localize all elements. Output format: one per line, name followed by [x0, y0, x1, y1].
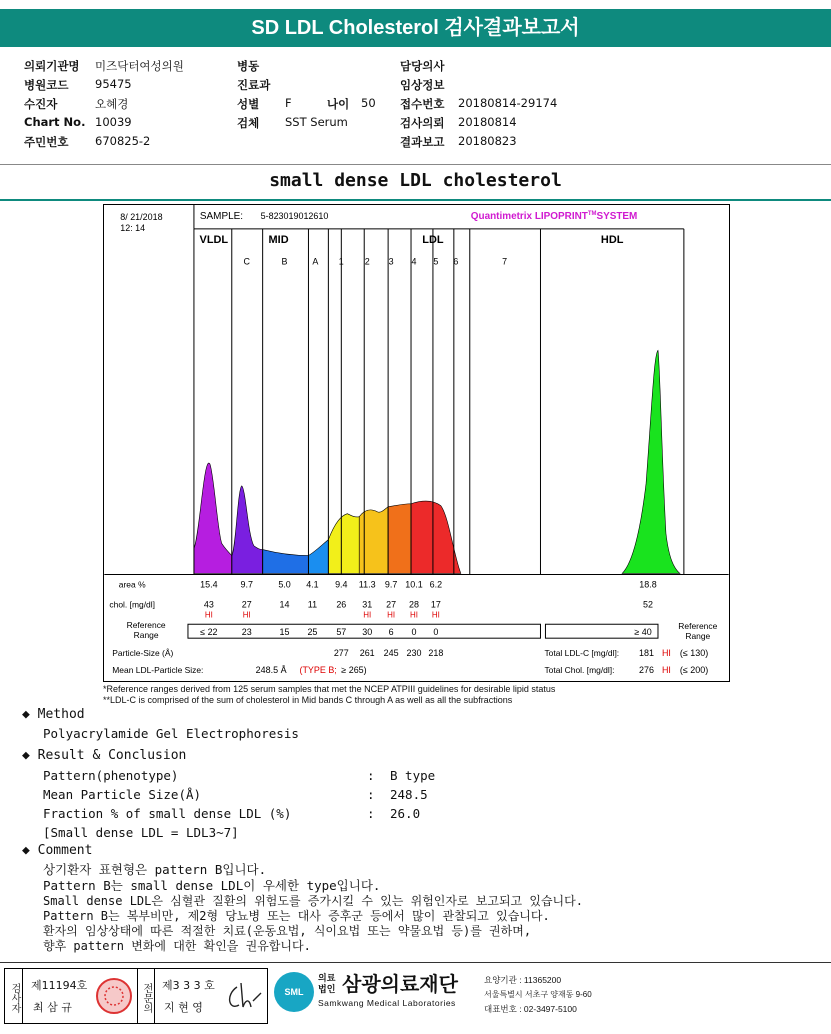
tchol-label: Total Chol. [mg/dl]: [544, 665, 615, 676]
value-sex: F [285, 96, 292, 110]
area-label: area % [118, 579, 146, 590]
diamond-icon: ◆ [22, 748, 30, 763]
band-label: 1 [338, 256, 344, 267]
ldl-c-label: Total LDL-C [mg/dl]: [544, 648, 620, 659]
ref-value: 0 [411, 627, 417, 638]
chol-value: 31 [362, 599, 373, 610]
sml-logo-icon [274, 972, 314, 1012]
ldl-c-value: 181 [639, 648, 655, 659]
comment-line: Small dense LDL은 심혈관 질환의 위험도를 증가시킬 수 있는 위험인자로 보고되고 있습니다. [43, 894, 583, 908]
contact-2: 서울특별시 서초구 양재동 9-60 [484, 990, 592, 999]
band-label: C [243, 256, 250, 267]
ref-value: ≤ 22 [200, 627, 218, 638]
value-hospital-code: 95475 [95, 77, 132, 91]
mean-type: (TYPE B; [299, 665, 337, 676]
sample-label: SAMPLE: [199, 210, 244, 222]
value-request-date: 20180814 [458, 115, 517, 129]
result-title: Result & Conclusion [37, 748, 187, 763]
name-examiner: 최 삼 규 [33, 1001, 72, 1014]
area-value: 11.3 [358, 579, 376, 590]
area-value: 15.4 [200, 579, 218, 590]
signature-icon [223, 977, 265, 1017]
chol-value: 43 [203, 599, 214, 610]
particle-value: 261 [359, 648, 375, 659]
band-areas [194, 350, 680, 573]
footnote-1: *Reference ranges derived from 125 serum samples that met the NCEP ATPIII guidelines for desirable lipid status [103, 684, 556, 694]
comment-heading [22, 843, 92, 858]
group-label: MID [268, 233, 289, 246]
chart-time: 12: 14 [120, 222, 146, 233]
chol-flag: HI [204, 610, 213, 620]
band-area [328, 514, 359, 574]
contact-1: 요양기관 : 11365200 [484, 975, 562, 985]
band-area [194, 463, 232, 573]
org-prefix [318, 974, 335, 996]
label-chart-no: Chart No. [24, 115, 86, 129]
label-patient: 수진자 [24, 97, 58, 111]
report-title: SD LDL Cholesterol 검사결과보고서 [0, 9, 831, 47]
comment-line: 향후 pattern 변화에 대한 확인을 권유합니다. [43, 939, 311, 953]
hdl-chol-value: 52 [643, 599, 654, 610]
diamond-icon: ◆ [22, 707, 30, 722]
band-label: B [281, 256, 288, 267]
ref-value: 25 [307, 627, 318, 638]
label-receipt-no: 접수번호 [400, 97, 445, 111]
chol-flag: HI [242, 610, 251, 620]
area-value: 9.7 [240, 579, 253, 590]
ref-value: 0 [433, 627, 439, 638]
group-label: HDL [600, 233, 624, 246]
chol-label: chol. [mg/dl] [109, 599, 155, 610]
ref-label-2: Range [133, 630, 159, 641]
value-chart-no: 10039 [95, 115, 132, 129]
ref-label-1: Reference [126, 620, 166, 631]
method-title: Method [37, 707, 85, 722]
label-hospital-code: 병원코드 [24, 78, 69, 92]
label-ward: 병동 [237, 59, 260, 73]
chol-flag: HI [363, 610, 372, 620]
footer-divider [0, 962, 831, 963]
area-value: 9.4 [335, 579, 348, 590]
label-doctor: 담당의사 [400, 59, 445, 73]
area-value: 10.1 [405, 579, 423, 590]
result-row-value: 26.0 [390, 806, 421, 821]
org-prefix-1: 의료 [318, 974, 336, 984]
band-area [232, 486, 263, 574]
chol-value: 11 [307, 599, 318, 610]
result-row-label: Fraction % of small dense LDL (%) [43, 806, 292, 821]
result-row-value: B type [390, 768, 436, 783]
area-value: 5.0 [278, 579, 291, 590]
mean-value: 248.5 Å [255, 665, 287, 676]
hdl-area-value: 18.8 [639, 579, 657, 590]
particle-value: 245 [383, 648, 399, 659]
lipoprint-chart [103, 204, 730, 682]
group-label: LDL [422, 233, 444, 246]
particle-value: 230 [406, 648, 422, 659]
label-request-date: 검사의뢰 [400, 116, 445, 130]
band-label: 7 [502, 256, 508, 267]
value-patient: 오혜경 [95, 97, 129, 111]
signature-box [4, 968, 268, 1024]
comment-title: Comment [37, 843, 93, 858]
diamond-icon: ◆ [22, 843, 30, 858]
role-specialist: 전문의 [137, 969, 155, 1023]
name-specialist: 지 현 영 [164, 1001, 203, 1014]
particle-label: Particle-Size (Å) [112, 648, 174, 659]
area-value: 9.7 [384, 579, 398, 590]
label-age: 나이 [327, 97, 350, 111]
ldl-c-ref: (≤ 130) [679, 648, 709, 659]
chol-value: 27 [241, 599, 252, 610]
org-name-en: Samkwang Medical Laboratories [318, 998, 456, 1008]
result-row-value: 248.5 [390, 787, 428, 802]
ref-value: 57 [336, 627, 347, 638]
band-label: 6 [453, 256, 459, 267]
value-specimen: SST Serum [285, 115, 348, 129]
method-text: Polyacrylamide Gel Electrophoresis [43, 726, 299, 741]
tchol-value: 276 [639, 665, 655, 676]
band-area [308, 540, 328, 574]
label-department: 진료과 [237, 78, 271, 92]
ref-value: 23 [241, 627, 252, 638]
comment-line: 환자의 임상상태에 따른 적절한 치료(운동요법, 식이요법 또는 약물요법 등)를 권하며, [43, 924, 532, 938]
result-heading [22, 748, 186, 763]
license-examiner: 제11194호 [31, 979, 88, 992]
particle-value: 277 [333, 648, 349, 659]
chol-flag: HI [410, 610, 418, 620]
chol-value: 14 [279, 599, 290, 610]
result-row-label: Mean Particle Size(Å) [43, 787, 202, 802]
value-institution: 미즈닥터여성의원 [95, 59, 184, 73]
ref-value: 15 [279, 627, 290, 638]
footnote-2: **LDL-C is comprised of the sum of cholesterol in Mid bands C through A as well as all the subfractions [103, 695, 513, 705]
sample-id: 5-823019012610 [260, 210, 329, 221]
hdl-ref-label-2: Range [685, 631, 711, 642]
contact-3: 대표번호 : 02-3497-5100 [484, 1004, 577, 1014]
result-note: [Small dense LDL = LDL3~7] [43, 825, 239, 840]
header-col1 [24, 58, 244, 153]
mean-label: Mean LDL-Particle Size: [112, 665, 204, 676]
result-row-sep: : [367, 768, 375, 783]
org-prefix-2: 법인 [318, 985, 336, 995]
method-heading [22, 707, 85, 722]
tchol-flag: HI [661, 665, 671, 676]
label-resident-no: 주민번호 [24, 135, 69, 149]
chol-value: 17 [430, 599, 441, 610]
band-area [622, 350, 680, 573]
band-label: A [312, 256, 319, 267]
seal-icon [93, 975, 135, 1017]
mean-ref: ≥ 265) [341, 665, 367, 676]
role-examiner: 검사자 [5, 969, 23, 1023]
chol-value: 28 [409, 599, 419, 610]
result-row-label: Pattern(phenotype) [43, 768, 179, 783]
chol-value: 26 [336, 599, 347, 610]
license-specialist: 제3 3 3 호 [162, 979, 215, 992]
value-age: 50 [361, 96, 376, 110]
label-report-date: 결과보고 [400, 135, 445, 149]
ldl-c-flag: HI [661, 648, 671, 659]
result-row-sep: : [367, 787, 375, 802]
group-label: VLDL [199, 233, 229, 246]
band-label: 2 [364, 256, 370, 267]
chol-value: 27 [386, 599, 397, 610]
band-label: 5 [433, 256, 439, 267]
header-col2 [237, 58, 397, 134]
org-name: 삼광의료재단 [342, 972, 458, 996]
result-row-sep: : [367, 806, 375, 821]
chart-date: 8/ 21/2018 [120, 211, 163, 222]
chol-flag: HI [387, 610, 396, 620]
band-area [263, 550, 309, 574]
header-col3 [400, 58, 600, 153]
label-specimen: 검체 [237, 116, 260, 130]
area-value: 6.2 [429, 579, 443, 590]
value-resident-no: 670825-2 [95, 134, 151, 148]
label-institution: 의뢰기관명 [24, 59, 80, 73]
ref-value: 30 [362, 627, 373, 638]
sml-logo-text: SML [284, 987, 304, 997]
chol-flag: HI [431, 610, 440, 620]
hdl-ref-value: ≥ 40 [634, 627, 652, 638]
label-clinical-info: 임상정보 [400, 78, 445, 92]
hdl-ref-label-1: Reference [678, 621, 718, 632]
band-label: 4 [411, 256, 417, 267]
section-title: small dense LDL cholesterol [269, 170, 562, 191]
value-report-date: 20180823 [458, 134, 517, 148]
area-value: 4.1 [306, 579, 319, 590]
band-area [388, 504, 411, 574]
tchol-ref: (≤ 200) [679, 665, 709, 676]
brand-name: Quantimetrix LIPOPRINT™SYSTEM [470, 210, 638, 222]
comment-line: Pattern B는 small dense LDL이 우세한 type입니다. [43, 878, 381, 893]
label-sex: 성별 [237, 97, 260, 111]
particle-value: 218 [428, 648, 444, 659]
band-area [359, 507, 388, 574]
value-receipt-no: 20180814-29174 [458, 96, 558, 110]
divider-teal [0, 199, 831, 201]
comment-line: Pattern B는 복부비만, 제2형 당뇨병 또는 대사 증후군 등에서 많이 관찰되고 있습니다. [43, 909, 550, 923]
comment-line: 상기환자 표현형은 pattern B입니다. [43, 862, 267, 877]
chart-labels [109, 211, 717, 675]
divider [0, 164, 831, 165]
ref-value: 6 [388, 627, 394, 638]
band-label: 3 [388, 256, 394, 267]
